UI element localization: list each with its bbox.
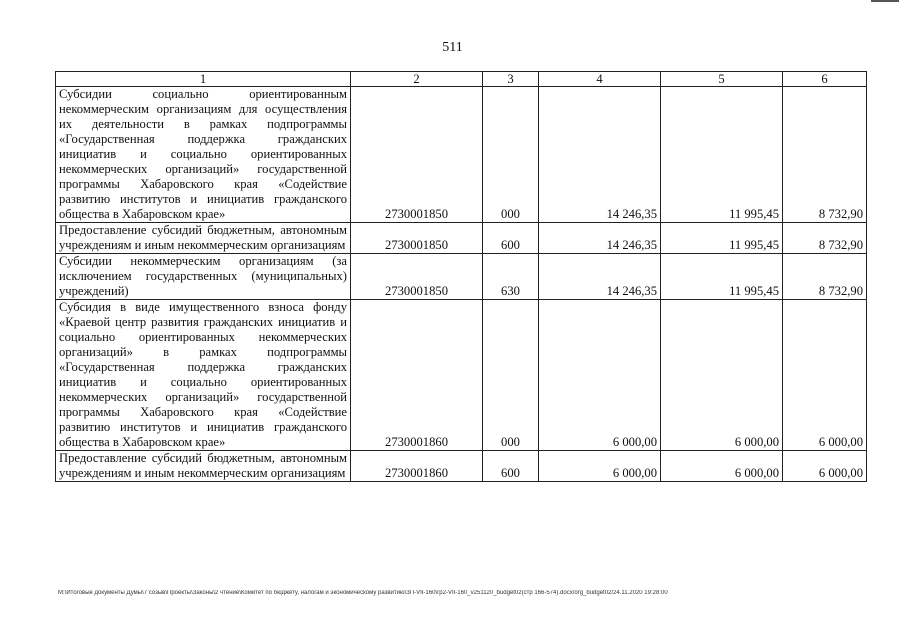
- row-value-5: 6 000,00: [661, 300, 783, 451]
- header-col-4: 4: [539, 72, 661, 87]
- header-col-2: 2: [351, 72, 483, 87]
- file-path-footer: M:\Итоговые документы Думы\7 созыв\Проекты\Законы\2 чтение\Комитет по бюджету, налогам и экономическому развитию\ЗП-VII-160\гр2-VII-160_v251120_budget02(стр 166-574).docx/org_budget02/24.11.2020 19:28:00: [58, 590, 668, 596]
- header-col-1: 1: [56, 72, 351, 87]
- row-code: 2730001850: [351, 87, 483, 223]
- row-value-6: 6 000,00: [783, 451, 867, 482]
- header-col-5: 5: [661, 72, 783, 87]
- row-name: Предоставление субсидий бюджетным, автономным учреждениям и иным некоммерческим организациям: [56, 451, 351, 482]
- header-row: [56, 72, 867, 87]
- row-value-5: 11 995,45: [661, 223, 783, 254]
- row-name: Субсидии социально ориентированным некоммерческим организациям для осуществления их деятельности в рамках подпрограммы «Государственная поддержка гражданских инициатив и социально ориентированных некоммерческих организаций» государственной программы Хабаровского края «Содействие развитию институтов и инициатив гражданского общества в Хабаровском крае»: [56, 87, 351, 223]
- row-code: 2730001860: [351, 300, 483, 451]
- row-value-4: 14 246,35: [539, 223, 661, 254]
- budget-table: [55, 71, 867, 482]
- row-code: 2730001850: [351, 223, 483, 254]
- row-value-6: 8 732,90: [783, 223, 867, 254]
- row-value-4: 14 246,35: [539, 87, 661, 223]
- row-value-4: 14 246,35: [539, 254, 661, 300]
- row-name: Субсидия в виде имущественного взноса фонду «Краевой центр развития гражданских инициатив и социально ориентированных некоммерческих организаций» в рамках подпрограммы «Государственная поддержка гражданских инициатив и социально ориентированных некоммерческих организаций» государственной программы Хабаровского края «Содействие развитию институтов и инициатив гражданского общества в Хабаровском крае»: [56, 300, 351, 451]
- table-row: [56, 87, 867, 223]
- row-value-5: 11 995,45: [661, 87, 783, 223]
- table-row: [56, 451, 867, 482]
- header-col-3: 3: [483, 72, 539, 87]
- row-value-6: 8 732,90: [783, 87, 867, 223]
- row-value-4: 6 000,00: [539, 300, 661, 451]
- row-type: 630: [483, 254, 539, 300]
- row-value-4: 6 000,00: [539, 451, 661, 482]
- row-type: 000: [483, 300, 539, 451]
- corner-mark: [871, 0, 899, 2]
- row-code: 2730001850: [351, 254, 483, 300]
- row-name: Предоставление субсидий бюджетным, автономным учреждениям и иным некоммерческим организациям: [56, 223, 351, 254]
- row-value-5: 6 000,00: [661, 451, 783, 482]
- page-number: 511: [442, 40, 463, 55]
- row-value-6: 6 000,00: [783, 300, 867, 451]
- row-value-5: 11 995,45: [661, 254, 783, 300]
- header-col-6: 6: [783, 72, 867, 87]
- table-row: [56, 223, 867, 254]
- row-code: 2730001860: [351, 451, 483, 482]
- row-type: 600: [483, 451, 539, 482]
- table-row: [56, 254, 867, 300]
- row-type: 600: [483, 223, 539, 254]
- row-value-6: 8 732,90: [783, 254, 867, 300]
- table-row: [56, 300, 867, 451]
- row-name: Субсидии некоммерческим организациям (за исключением государственных (муниципальных) учреждений): [56, 254, 351, 300]
- row-type: 000: [483, 87, 539, 223]
